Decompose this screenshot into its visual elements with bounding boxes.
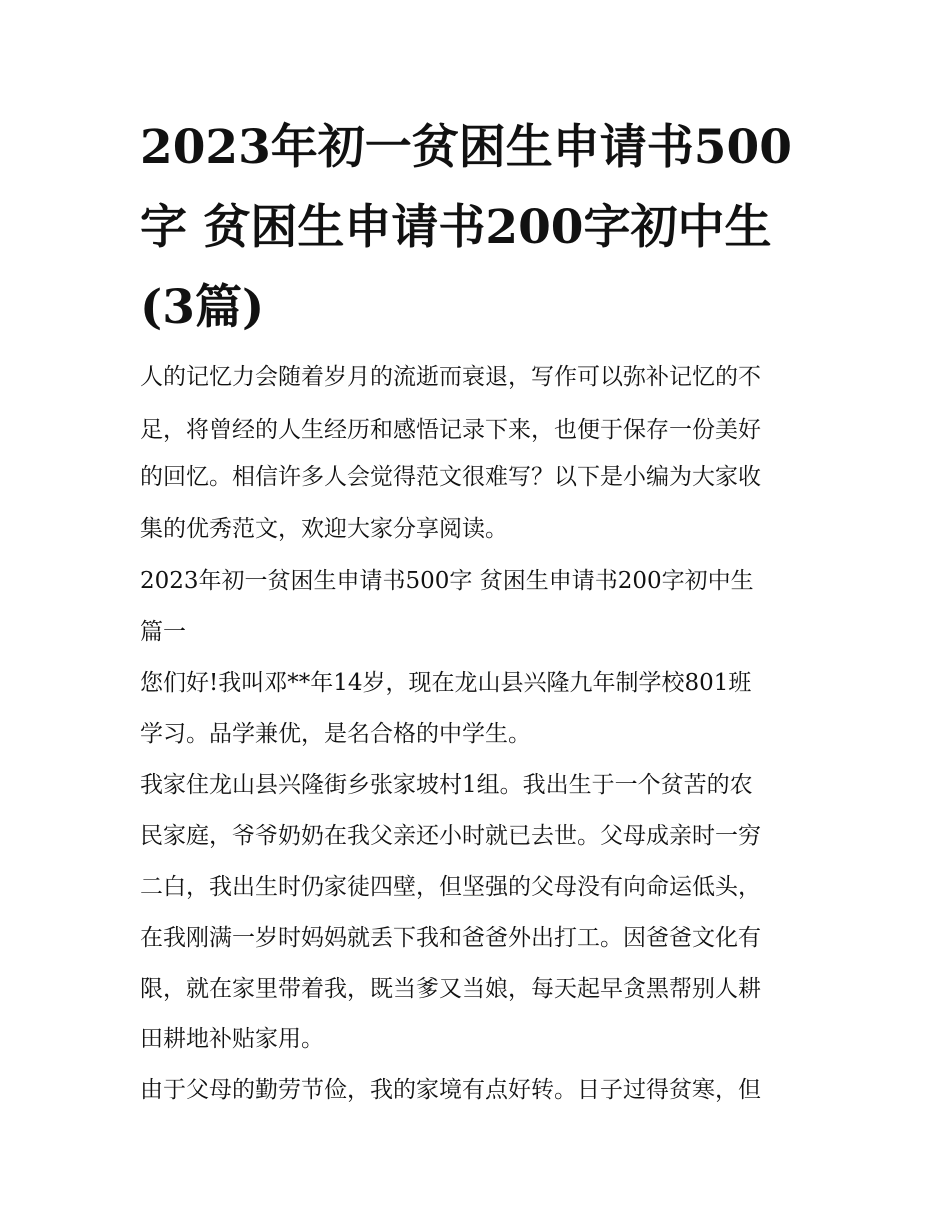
- section-heading-line-1: 2023年初一贫困生申请书500字 贫困生申请书200字初中生: [140, 568, 754, 594]
- intro-line-3: 的回忆。相信许多人会觉得范文很难写？以下是小编为大家收: [140, 464, 761, 490]
- document-title-line-1: 2023年初一贫困生申请书500: [140, 120, 792, 175]
- paragraph-2-line-1: 我家住龙山县兴隆街乡张家坡村1组。我出生于一个贫苦的农: [140, 772, 753, 798]
- intro-line-2: 足，将曾经的人生经历和感悟记录下来，也便于保存一份美好: [140, 417, 761, 443]
- paragraph-1-line-1: 您们好!我叫邓**年14岁，现在龙山县兴隆九年制学校801班: [140, 670, 752, 696]
- paragraph-1-line-2: 学习。品学兼优，是名合格的中学生。: [140, 721, 531, 747]
- intro-line-1: 人的记忆力会随着岁月的流逝而衰退，写作可以弥补记忆的不: [140, 364, 761, 390]
- section-heading-line-2: 篇一: [140, 619, 186, 645]
- paragraph-2-line-2: 民家庭，爷爷奶奶在我父亲还小时就已去世。父母成亲时一穷: [140, 823, 761, 849]
- document-title-line-3: (3篇): [140, 280, 265, 335]
- intro-line-4: 集的优秀范文，欢迎大家分享阅读。: [140, 516, 508, 542]
- document-title-line-2: 字 贫困生申请书200字初中生: [140, 200, 772, 255]
- paragraph-3-line-1: 由于父母的勤劳节俭，我的家境有点好转。日子过得贫寒，但: [140, 1077, 761, 1103]
- paragraph-2-line-3: 二白，我出生时仍家徒四壁，但坚强的父母没有向命运低头，: [140, 874, 761, 900]
- paragraph-2-line-5: 限，就在家里带着我，既当爹又当娘，每天起早贪黑帮别人耕: [140, 976, 761, 1002]
- paragraph-2-line-6: 田耕地补贴家用。: [140, 1026, 324, 1052]
- paragraph-2-line-4: 在我刚满一岁时妈妈就丢下我和爸爸外出打工。因爸爸文化有: [140, 925, 761, 951]
